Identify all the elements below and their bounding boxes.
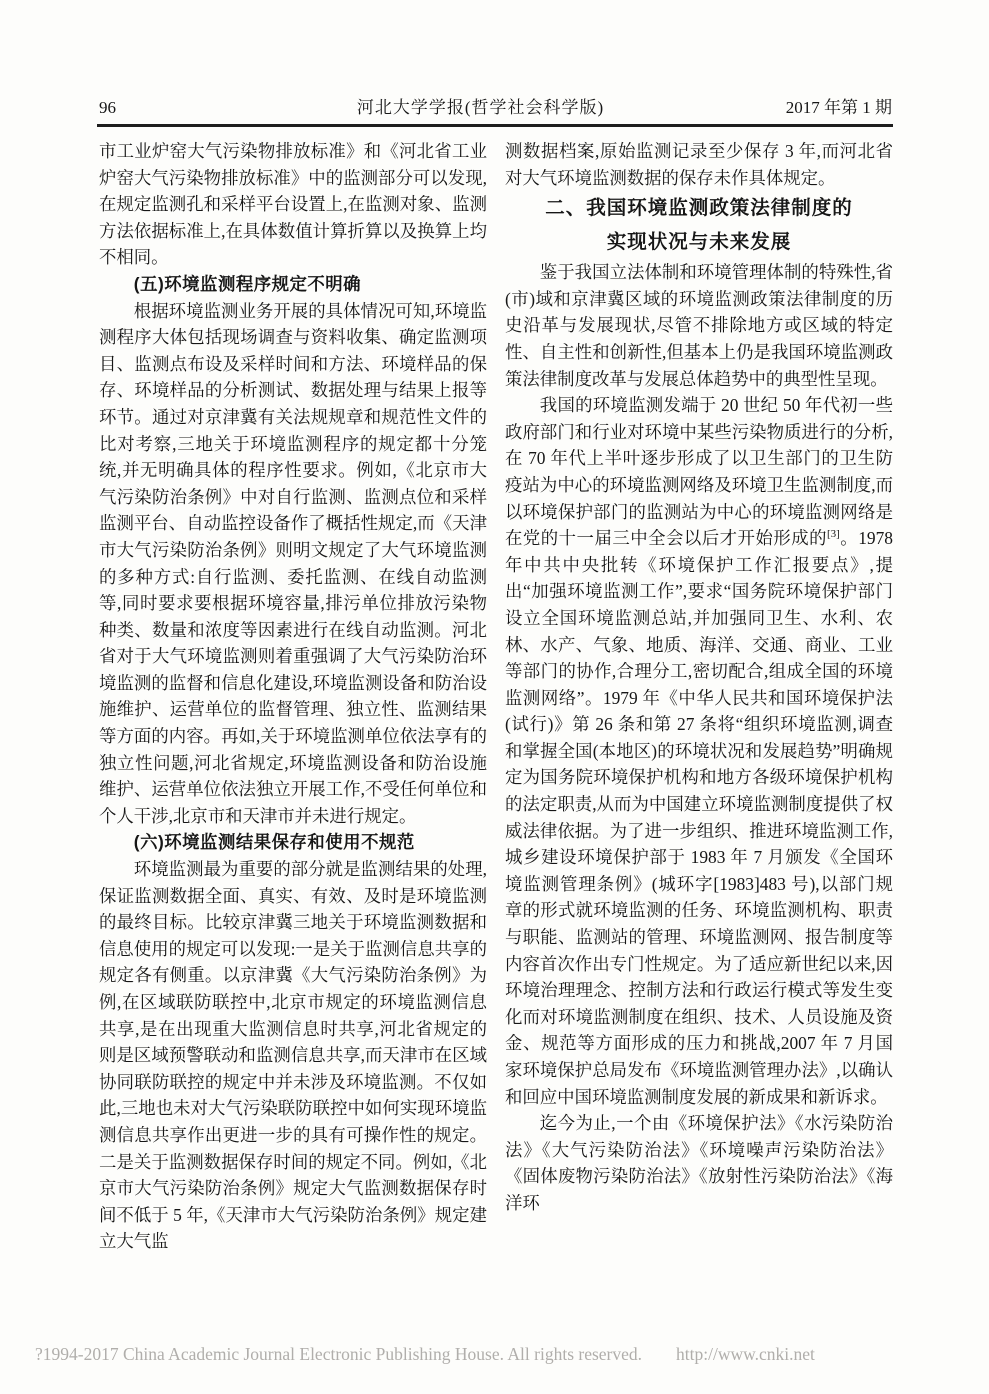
section-heading-line1: 二、我国环境监测政策法律制度的 [545, 197, 853, 220]
left-column [99, 138, 487, 1255]
page-header [99, 97, 892, 119]
journal-title: 河北大学学报(哲学社会科学版) [356, 98, 605, 117]
issue-label: 2017 年第 1 期 [785, 98, 892, 117]
footer-copyright: ?1994-2017 China Academic Journal Electronic Publishing House. All rights reserved. [35, 1344, 643, 1364]
paragraph-standards-comparison: 市工业炉窑大气污染物排放标准》和《河北省工业炉窑大气污染物排放标准》中的监测部分可以发现,在规定监测孔和采样平台设置上,在监测对象、监测方法依据标准上,在具体数值计算折算以及换算上均不相同。 [99, 141, 487, 268]
paragraph-result-storage-continued: 测数据档案,原始监测记录至少保存 3 年,而河北省对大气环境监测数据的保存未作具体规定。 [505, 141, 893, 188]
footer-url: http://www.cnki.net [676, 1344, 815, 1364]
history-text-before-ref: 我国的环境监测发端于 20 世纪 50 年代初一些政府部门和行业对环境中某些污染物质进行的分析,在 70 年代上半叶逐步形成了以卫生部门的卫生防疫站为中心的环境监测网络及环境卫生监测制度,而以环境保护部门的监测站为中心的环境监测网络是在党的十一届三中全会以后才开始形成的 [505, 395, 893, 549]
history-text-after-ref: 。1978 年中共中央批转《环境保护工作汇报要点》,提出“加强环境监测工作”,要求“国务院环境保护部门设立全国环境监测总站,并加强同卫生、水利、农林、水产、气象、地质、海洋、交通、商业、工业等部门的协作,合理分工,密切配合,组成全国的环境监测网络”。1979 年《中华人民共和国环境保护法(试行)》第 26 条和第 27 条将“组织环境监测,调查和掌握全国(本地区)的环境状况和发展趋势”明确规定为国务院环境保护机构和地方各级环境保护机构的法定职责,从而为中国建立环境监测制度提供了权威法律依据。为了进一步组织、推进环境监测工作,城乡建设环境保护部于 1983 年 7 月颁发《全国环境监测管理条例》(城环字[1983]483 号),以部门规章的形式就环境监测的任务、环境监测机构、职责与职能、监测站的管理、环境监测网、报告制度等内容首次作出专门性规定。为了适应新世纪以来,因环境治理理念、控制方法和行政运行模式等发生变化而对环境监测制度在组织、技术、人员设施及资金、规范等方面形成的压力和挑战,2007 年 7 月国家环境保护总局发布《环境监测管理办法》,以确认和回应中国环境监测制度发展的新成果和新诉求。 [505, 528, 893, 1107]
paragraph-law-system: 迄今为止,一个由《环境保护法》《水污染防治法》《大气污染防治法》《环境噪声污染防治法》《固体废物污染防治法》《放射性污染防治法》《海洋环 [505, 1113, 893, 1213]
paragraph-result-storage: 环境监测最为重要的部分就是监测结果的处理,保证监测数据全面、真实、有效、及时是环境监测的最终目标。比较京津冀三地关于环境监测数据和信息使用的规定可以发现:一是关于监测信息共享的规定各有侧重。以京津冀《大气污染防治条例》为例,在区域联防联控中,北京市规定的环境监测信息共享,是在出现重大监测信息时共享,河北省规定的则是区域预警联动和监测信息共享,而天津市在区域协同联防联控的规定中并未涉及环境监测。不仅如此,三地也未对大气污染联防联控中如何实现环境监测信息共享作出更进一步的具有可操作性的规定。二是关于监测数据保存时间的规定不同。例如,《北京市大气污染防治条例》规定大气监测数据保存时间不低于 5 年,《天津市大气污染防治条例》规定建立大气监 [99, 859, 487, 1252]
page-footer [35, 1344, 955, 1365]
section-heading [505, 191, 893, 259]
footnote-ref-3: [3] [826, 528, 840, 541]
subsection-heading-6: (六)环境监测结果保存和使用不规范 [133, 832, 415, 853]
content-columns [99, 138, 893, 1255]
subsection-heading-5: (五)环境监测程序规定不明确 [133, 273, 362, 294]
right-column [505, 138, 893, 1255]
header-rule [97, 124, 893, 127]
page-number: 96 [99, 98, 116, 117]
paragraph-legal-context: 鉴于我国立法体制和环境管理体制的特殊性,省(市)域和京津冀区域的环境监测政策法律制度的历史沿革与发展现状,尽管不排除地方或区域的特定性、自主性和创新性,但基本上仍是我国环境监测政策法律制度改革与发展总体趋势中的典型性呈现。 [505, 262, 893, 389]
paragraph-monitoring-history [505, 392, 893, 1110]
paragraph-monitoring-procedure: 根据环境监测业务开展的具体情况可知,环境监测程序大体包括现场调查与资料收集、确定监测项目、监测点布设及采样时间和方法、环境样品的保存、环境样品的分析测试、数据处理与结果上报等环节。通过对京津冀有关法规规章和规范性文件的比对考察,三地关于环境监测程序的规定都十分笼统,并无明确具体的程序性要求。例如,《北京市大气污染防治条例》中对自行监测、监测点位和采样监测平台、自动监控设备作了概括性规定,而《天津市大气污染防治条例》则明文规定了大气环境监测的多种方式:自行监测、委托监测、在线自动监测等,同时要求要根据环境容量,排污单位排放污染物种类、数量和浓度等因素进行在线自动监测。河北省对于大气环境监测则着重强调了大气污染防治环境监测的监督和信息化建设,环境监测设备和防治设施维护、运营单位的监督管理、独立性、监测结果等方面的内容。再如,关于环境监测单位依法享有的独立性问题,河北省规定,环境监测设备和防治设施维护、运营单位依法独立开展工作,不受任何单位和个人干涉,北京市和天津市并未进行规定。 [99, 300, 487, 826]
section-heading-line2: 实现状况与未来发展 [606, 231, 792, 254]
